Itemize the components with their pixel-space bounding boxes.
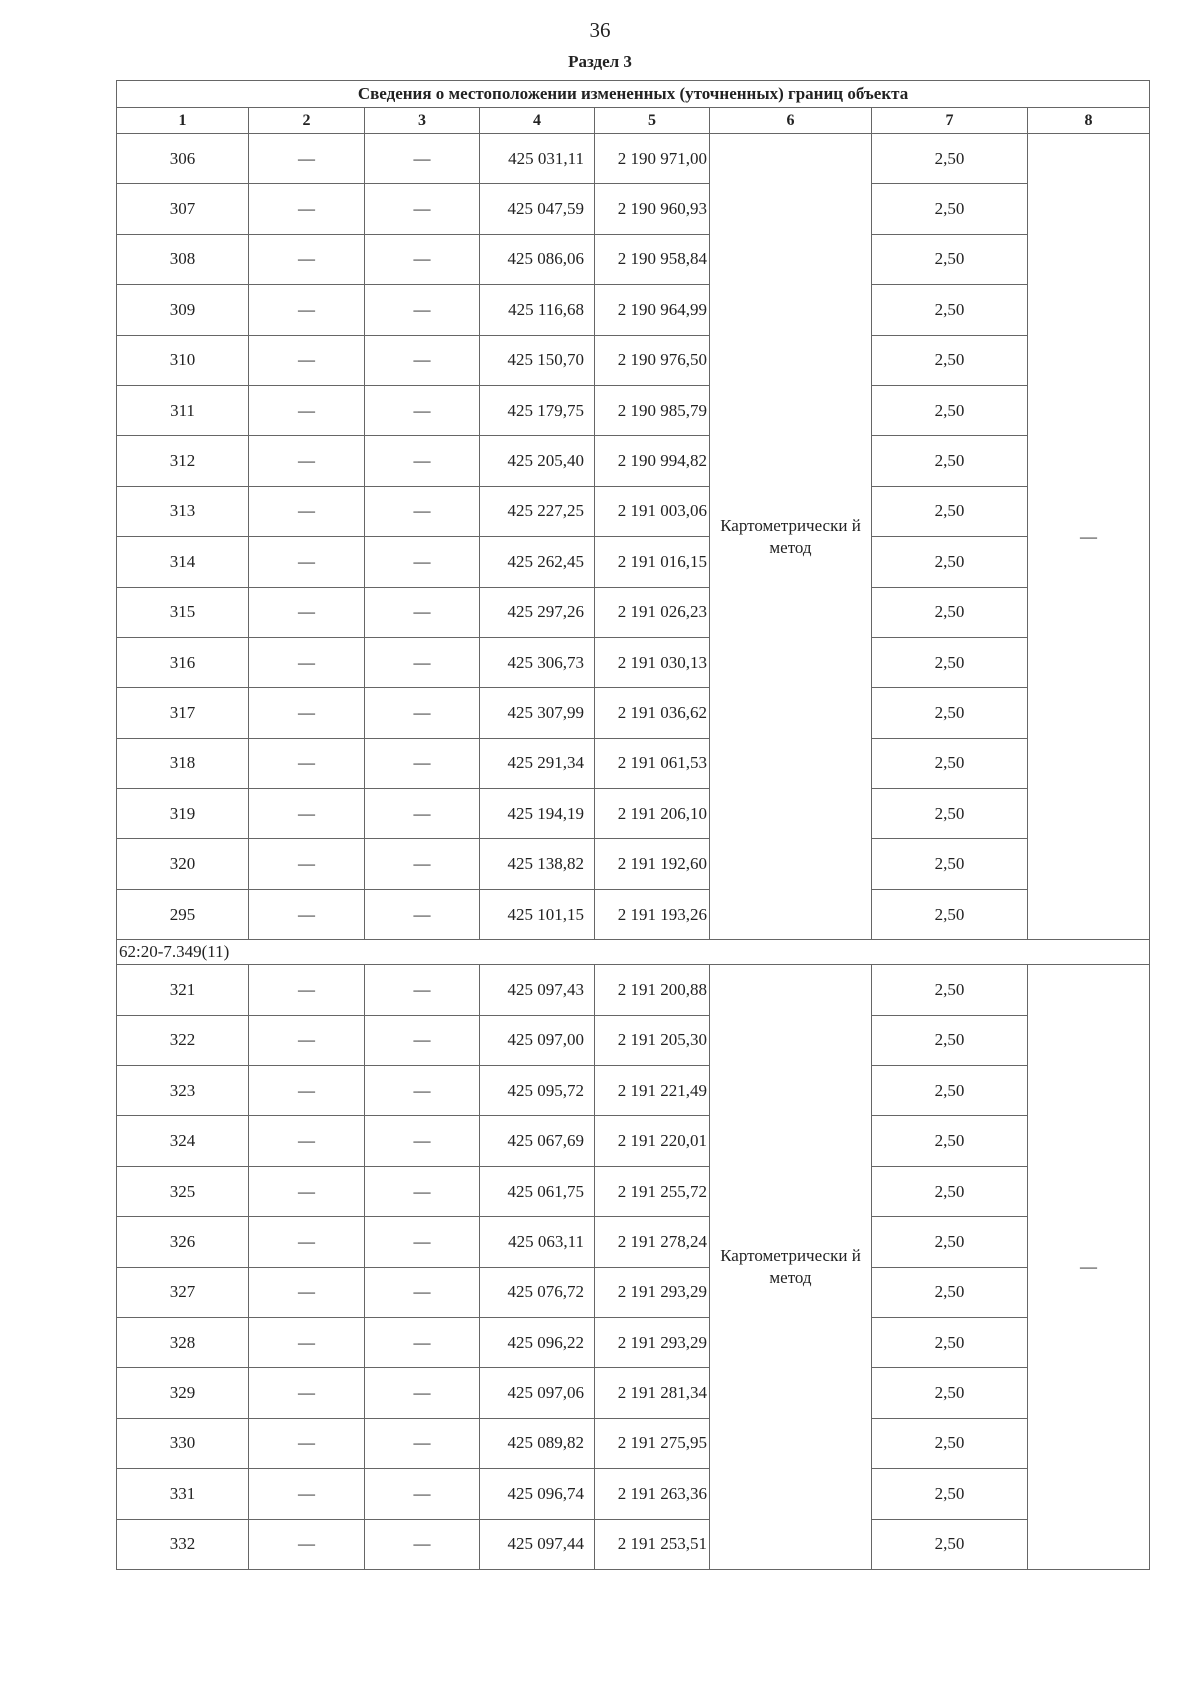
column-2-cell: — xyxy=(249,1519,365,1569)
accuracy-cell: 2,50 xyxy=(872,1418,1028,1468)
y-coordinate-cell: 2 191 275,95 xyxy=(595,1418,710,1468)
x-coordinate-cell: 425 086,06 xyxy=(480,234,595,284)
accuracy-cell: 2,50 xyxy=(872,889,1028,939)
column-number: 1 xyxy=(117,108,249,134)
point-number-cell: 307 xyxy=(117,184,249,234)
point-number-cell: 324 xyxy=(117,1116,249,1166)
column-2-cell: — xyxy=(249,637,365,687)
point-number-cell: 317 xyxy=(117,688,249,738)
column-8-cell: — xyxy=(1028,134,1150,940)
column-3-cell: — xyxy=(365,688,480,738)
column-3-cell: — xyxy=(365,1317,480,1367)
column-2-cell: — xyxy=(249,965,365,1015)
y-coordinate-cell: 2 190 958,84 xyxy=(595,234,710,284)
column-2-cell: — xyxy=(249,1015,365,1065)
column-2-cell: — xyxy=(249,1469,365,1519)
column-2-cell: — xyxy=(249,688,365,738)
point-number-cell: 329 xyxy=(117,1368,249,1418)
accuracy-cell: 2,50 xyxy=(872,285,1028,335)
table-row xyxy=(117,1368,1150,1418)
column-3-cell: — xyxy=(365,889,480,939)
x-coordinate-cell: 425 061,75 xyxy=(480,1166,595,1216)
accuracy-cell: 2,50 xyxy=(872,1116,1028,1166)
column-2-cell: — xyxy=(249,587,365,637)
x-coordinate-cell: 425 076,72 xyxy=(480,1267,595,1317)
y-coordinate-cell: 2 190 994,82 xyxy=(595,436,710,486)
y-coordinate-cell: 2 191 200,88 xyxy=(595,965,710,1015)
x-coordinate-cell: 425 047,59 xyxy=(480,184,595,234)
table-row xyxy=(117,1166,1150,1216)
table-row xyxy=(117,1469,1150,1519)
page-number: 36 xyxy=(589,18,611,42)
table-row xyxy=(117,335,1150,385)
section-title: Раздел 3 xyxy=(568,52,632,71)
point-number-cell: 309 xyxy=(117,285,249,335)
column-2-cell: — xyxy=(249,436,365,486)
accuracy-cell: 2,50 xyxy=(872,965,1028,1015)
point-number-cell: 311 xyxy=(117,385,249,435)
accuracy-cell: 2,50 xyxy=(872,1317,1028,1367)
accuracy-cell: 2,50 xyxy=(872,1519,1028,1569)
column-2-cell: — xyxy=(249,385,365,435)
x-coordinate-cell: 425 096,22 xyxy=(480,1317,595,1367)
point-number-cell: 321 xyxy=(117,965,249,1015)
table-row xyxy=(117,789,1150,839)
column-3-cell: — xyxy=(365,1469,480,1519)
table-row xyxy=(117,537,1150,587)
column-3-cell: — xyxy=(365,537,480,587)
x-coordinate-cell: 425 194,19 xyxy=(480,789,595,839)
accuracy-cell: 2,50 xyxy=(872,1469,1028,1519)
x-coordinate-cell: 425 097,43 xyxy=(480,965,595,1015)
column-2-cell: — xyxy=(249,1418,365,1468)
column-2-cell: — xyxy=(249,1317,365,1367)
accuracy-cell: 2,50 xyxy=(872,234,1028,284)
x-coordinate-cell: 425 307,99 xyxy=(480,688,595,738)
table-row xyxy=(117,1116,1150,1166)
column-number: 4 xyxy=(480,108,595,134)
point-number-cell: 327 xyxy=(117,1267,249,1317)
column-3-cell: — xyxy=(365,1217,480,1267)
column-number: 8 xyxy=(1028,108,1150,134)
x-coordinate-cell: 425 227,25 xyxy=(480,486,595,536)
column-3-cell: — xyxy=(365,1015,480,1065)
column-number: 5 xyxy=(595,108,710,134)
accuracy-cell: 2,50 xyxy=(872,738,1028,788)
table-row xyxy=(117,1217,1150,1267)
y-coordinate-cell: 2 191 193,26 xyxy=(595,889,710,939)
column-2-cell: — xyxy=(249,335,365,385)
y-coordinate-cell: 2 191 206,10 xyxy=(595,789,710,839)
column-3-cell: — xyxy=(365,486,480,536)
boundary-coordinates-table xyxy=(116,80,1150,1570)
y-coordinate-cell: 2 191 036,62 xyxy=(595,688,710,738)
point-number-cell: 295 xyxy=(117,889,249,939)
column-3-cell: — xyxy=(365,789,480,839)
table-row xyxy=(117,436,1150,486)
y-coordinate-cell: 2 190 985,79 xyxy=(595,385,710,435)
y-coordinate-cell: 2 191 253,51 xyxy=(595,1519,710,1569)
y-coordinate-cell: 2 191 016,15 xyxy=(595,537,710,587)
column-3-cell: — xyxy=(365,1418,480,1468)
accuracy-cell: 2,50 xyxy=(872,1368,1028,1418)
column-3-cell: — xyxy=(365,637,480,687)
y-coordinate-cell: 2 191 263,36 xyxy=(595,1469,710,1519)
column-2-cell: — xyxy=(249,285,365,335)
column-2-cell: — xyxy=(249,1267,365,1317)
column-2-cell: — xyxy=(249,1217,365,1267)
column-3-cell: — xyxy=(365,965,480,1015)
column-3-cell: — xyxy=(365,184,480,234)
point-number-cell: 328 xyxy=(117,1317,249,1367)
table-row xyxy=(117,486,1150,536)
column-number: 7 xyxy=(872,108,1028,134)
column-3-cell: — xyxy=(365,335,480,385)
column-3-cell: — xyxy=(365,1116,480,1166)
x-coordinate-cell: 425 067,69 xyxy=(480,1116,595,1166)
point-number-cell: 312 xyxy=(117,436,249,486)
table-row xyxy=(117,839,1150,889)
point-number-cell: 331 xyxy=(117,1469,249,1519)
x-coordinate-cell: 425 138,82 xyxy=(480,839,595,889)
x-coordinate-cell: 425 116,68 xyxy=(480,285,595,335)
column-3-cell: — xyxy=(365,134,480,184)
y-coordinate-cell: 2 191 255,72 xyxy=(595,1166,710,1216)
y-coordinate-cell: 2 191 030,13 xyxy=(595,637,710,687)
x-coordinate-cell: 425 179,75 xyxy=(480,385,595,435)
column-3-cell: — xyxy=(365,1368,480,1418)
x-coordinate-cell: 425 150,70 xyxy=(480,335,595,385)
y-coordinate-cell: 2 191 220,01 xyxy=(595,1116,710,1166)
column-2-cell: — xyxy=(249,789,365,839)
accuracy-cell: 2,50 xyxy=(872,789,1028,839)
group-label: 62:20-7.349(11) xyxy=(117,940,1150,965)
y-coordinate-cell: 2 191 061,53 xyxy=(595,738,710,788)
accuracy-cell: 2,50 xyxy=(872,1217,1028,1267)
table-row xyxy=(117,1519,1150,1569)
table-row xyxy=(117,688,1150,738)
accuracy-cell: 2,50 xyxy=(872,436,1028,486)
accuracy-cell: 2,50 xyxy=(872,537,1028,587)
accuracy-cell: 2,50 xyxy=(872,587,1028,637)
column-3-cell: — xyxy=(365,234,480,284)
accuracy-cell: 2,50 xyxy=(872,1267,1028,1317)
point-number-cell: 323 xyxy=(117,1066,249,1116)
point-number-cell: 306 xyxy=(117,134,249,184)
y-coordinate-cell: 2 190 976,50 xyxy=(595,335,710,385)
x-coordinate-cell: 425 097,06 xyxy=(480,1368,595,1418)
column-2-cell: — xyxy=(249,889,365,939)
table-row xyxy=(117,184,1150,234)
table-row xyxy=(117,587,1150,637)
method-cell: Картометрически й метод xyxy=(710,134,872,940)
point-number-cell: 313 xyxy=(117,486,249,536)
column-2-cell: — xyxy=(249,738,365,788)
x-coordinate-cell: 425 031,11 xyxy=(480,134,595,184)
accuracy-cell: 2,50 xyxy=(872,1066,1028,1116)
column-3-cell: — xyxy=(365,738,480,788)
point-number-cell: 330 xyxy=(117,1418,249,1468)
table-row xyxy=(117,134,1150,184)
y-coordinate-cell: 2 191 221,49 xyxy=(595,1066,710,1116)
table-row xyxy=(117,1015,1150,1065)
accuracy-cell: 2,50 xyxy=(872,335,1028,385)
x-coordinate-cell: 425 096,74 xyxy=(480,1469,595,1519)
x-coordinate-cell: 425 306,73 xyxy=(480,637,595,687)
y-coordinate-cell: 2 191 278,24 xyxy=(595,1217,710,1267)
y-coordinate-cell: 2 191 293,29 xyxy=(595,1267,710,1317)
x-coordinate-cell: 425 205,40 xyxy=(480,436,595,486)
x-coordinate-cell: 425 297,26 xyxy=(480,587,595,637)
x-coordinate-cell: 425 262,45 xyxy=(480,537,595,587)
column-2-cell: — xyxy=(249,1116,365,1166)
point-number-cell: 325 xyxy=(117,1166,249,1216)
column-3-cell: — xyxy=(365,385,480,435)
accuracy-cell: 2,50 xyxy=(872,486,1028,536)
column-number: 6 xyxy=(710,108,872,134)
accuracy-cell: 2,50 xyxy=(872,385,1028,435)
table-row xyxy=(117,1066,1150,1116)
table-row xyxy=(117,285,1150,335)
column-2-cell: — xyxy=(249,1166,365,1216)
column-3-cell: — xyxy=(365,1267,480,1317)
x-coordinate-cell: 425 089,82 xyxy=(480,1418,595,1468)
column-number-row xyxy=(117,108,1150,134)
column-2-cell: — xyxy=(249,184,365,234)
column-2-cell: — xyxy=(249,234,365,284)
accuracy-cell: 2,50 xyxy=(872,134,1028,184)
y-coordinate-cell: 2 191 205,30 xyxy=(595,1015,710,1065)
y-coordinate-cell: 2 191 026,23 xyxy=(595,587,710,637)
accuracy-cell: 2,50 xyxy=(872,184,1028,234)
point-number-cell: 332 xyxy=(117,1519,249,1569)
table-caption: Сведения о местоположении измененных (уточненных) границ объекта xyxy=(117,81,1150,108)
column-number: 3 xyxy=(365,108,480,134)
x-coordinate-cell: 425 097,44 xyxy=(480,1519,595,1569)
point-number-cell: 326 xyxy=(117,1217,249,1267)
column-2-cell: — xyxy=(249,839,365,889)
y-coordinate-cell: 2 190 960,93 xyxy=(595,184,710,234)
point-number-cell: 318 xyxy=(117,738,249,788)
group-label-row xyxy=(117,940,1150,965)
point-number-cell: 319 xyxy=(117,789,249,839)
column-3-cell: — xyxy=(365,839,480,889)
column-3-cell: — xyxy=(365,1066,480,1116)
table-row xyxy=(117,1317,1150,1367)
table-row xyxy=(117,234,1150,284)
column-3-cell: — xyxy=(365,587,480,637)
column-8-cell: — xyxy=(1028,965,1150,1570)
column-2-cell: — xyxy=(249,1368,365,1418)
point-number-cell: 308 xyxy=(117,234,249,284)
column-number: 2 xyxy=(249,108,365,134)
accuracy-cell: 2,50 xyxy=(872,1166,1028,1216)
column-3-cell: — xyxy=(365,1166,480,1216)
table-row xyxy=(117,637,1150,687)
table-row xyxy=(117,738,1150,788)
y-coordinate-cell: 2 191 293,29 xyxy=(595,1317,710,1367)
column-3-cell: — xyxy=(365,1519,480,1569)
point-number-cell: 322 xyxy=(117,1015,249,1065)
table-row xyxy=(117,1267,1150,1317)
y-coordinate-cell: 2 191 003,06 xyxy=(595,486,710,536)
column-2-cell: — xyxy=(249,537,365,587)
accuracy-cell: 2,50 xyxy=(872,637,1028,687)
point-number-cell: 314 xyxy=(117,537,249,587)
x-coordinate-cell: 425 101,15 xyxy=(480,889,595,939)
column-3-cell: — xyxy=(365,436,480,486)
table-row xyxy=(117,889,1150,939)
point-number-cell: 315 xyxy=(117,587,249,637)
point-number-cell: 320 xyxy=(117,839,249,889)
y-coordinate-cell: 2 190 964,99 xyxy=(595,285,710,335)
method-cell: Картометрически й метод xyxy=(710,965,872,1570)
y-coordinate-cell: 2 190 971,00 xyxy=(595,134,710,184)
table-row xyxy=(117,1418,1150,1468)
table-row xyxy=(117,965,1150,1015)
y-coordinate-cell: 2 191 192,60 xyxy=(595,839,710,889)
column-2-cell: — xyxy=(249,1066,365,1116)
x-coordinate-cell: 425 063,11 xyxy=(480,1217,595,1267)
accuracy-cell: 2,50 xyxy=(872,1015,1028,1065)
accuracy-cell: 2,50 xyxy=(872,688,1028,738)
point-number-cell: 310 xyxy=(117,335,249,385)
x-coordinate-cell: 425 291,34 xyxy=(480,738,595,788)
column-2-cell: — xyxy=(249,134,365,184)
point-number-cell: 316 xyxy=(117,637,249,687)
table-row xyxy=(117,385,1150,435)
column-3-cell: — xyxy=(365,285,480,335)
y-coordinate-cell: 2 191 281,34 xyxy=(595,1368,710,1418)
table-caption-row xyxy=(117,81,1150,108)
column-2-cell: — xyxy=(249,486,365,536)
accuracy-cell: 2,50 xyxy=(872,839,1028,889)
x-coordinate-cell: 425 095,72 xyxy=(480,1066,595,1116)
x-coordinate-cell: 425 097,00 xyxy=(480,1015,595,1065)
